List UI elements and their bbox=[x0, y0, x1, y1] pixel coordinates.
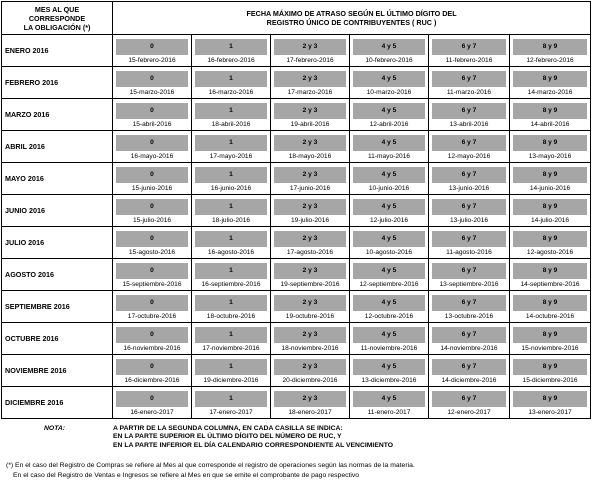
month-header-line: CORRESPONDE bbox=[28, 13, 86, 23]
due-date-cell bbox=[350, 291, 429, 323]
due-date-cell bbox=[510, 355, 591, 387]
ruc-digit: 6 y 7 bbox=[432, 199, 506, 215]
due-date: 10-junio-2016 bbox=[368, 185, 410, 192]
due-date-cell bbox=[510, 67, 591, 99]
due-date-cell bbox=[192, 259, 271, 291]
due-date-cell bbox=[510, 195, 591, 227]
ruc-digit: 4 y 5 bbox=[353, 359, 425, 375]
due-date-cell bbox=[192, 35, 271, 67]
month-label: MARZO 2016 bbox=[2, 99, 113, 131]
due-date: 15-junio-2016 bbox=[131, 185, 173, 192]
table-row bbox=[2, 67, 591, 99]
due-date: 13-mayo-2016 bbox=[528, 153, 572, 160]
due-date: 17-junio-2016 bbox=[289, 185, 331, 192]
due-date: 11-mayo-2016 bbox=[367, 153, 411, 160]
ruc-digit: 2 y 3 bbox=[274, 71, 346, 87]
due-date: 16-noviembre-2016 bbox=[123, 345, 181, 352]
due-date-cell bbox=[113, 163, 192, 195]
due-date: 15-diciembre-2016 bbox=[522, 377, 578, 384]
due-date-cell bbox=[510, 387, 591, 419]
ruc-digit: 2 y 3 bbox=[274, 231, 346, 247]
ruc-digit: 1 bbox=[195, 327, 267, 343]
ruc-digit: 8 y 9 bbox=[513, 263, 587, 279]
due-date-cell bbox=[271, 131, 350, 163]
ruc-digit: 6 y 7 bbox=[432, 167, 506, 183]
due-date: 12-enero-2017 bbox=[447, 409, 491, 416]
due-date-cell bbox=[350, 227, 429, 259]
nota-line: A PARTIR DE LA SEGUNDA COLUMNA, EN CADA CASILLA SE INDICA: bbox=[113, 425, 343, 432]
due-date-cell bbox=[192, 99, 271, 131]
due-date-cell bbox=[113, 259, 192, 291]
due-date-cell bbox=[510, 99, 591, 131]
due-date-cell bbox=[429, 259, 510, 291]
due-date: 20-diciembre-2016 bbox=[282, 377, 338, 384]
due-date-cell bbox=[510, 323, 591, 355]
ruc-digit: 0 bbox=[116, 39, 188, 55]
due-date: 19-abril-2016 bbox=[290, 121, 330, 128]
due-date: 18-enero-2017 bbox=[288, 409, 332, 416]
due-date-cell bbox=[429, 195, 510, 227]
ruc-digit: 2 y 3 bbox=[274, 167, 346, 183]
due-date: 17-marzo-2016 bbox=[287, 89, 333, 96]
nota-label: NOTA: bbox=[44, 425, 66, 432]
due-date: 15-marzo-2016 bbox=[129, 89, 175, 96]
due-date-cell bbox=[113, 99, 192, 131]
ruc-digit: 2 y 3 bbox=[274, 103, 346, 119]
due-date-table bbox=[1, 1, 591, 419]
due-date: 17-noviembre-2016 bbox=[202, 345, 260, 352]
due-date: 12-julio-2016 bbox=[369, 217, 409, 224]
ruc-digit: 8 y 9 bbox=[513, 327, 587, 343]
due-date: 18-julio-2016 bbox=[211, 217, 251, 224]
due-date-cell bbox=[510, 227, 591, 259]
ruc-digit: 1 bbox=[195, 199, 267, 215]
due-date-cell bbox=[192, 67, 271, 99]
due-date: 19-diciembre-2016 bbox=[203, 377, 259, 384]
due-date: 14-octubre-2016 bbox=[525, 313, 575, 320]
month-label: SEPTIEMBRE 2016 bbox=[2, 291, 113, 323]
ruc-digit: 8 y 9 bbox=[513, 231, 587, 247]
due-date: 17-febrero-2016 bbox=[286, 57, 334, 64]
ruc-digit: 6 y 7 bbox=[432, 135, 506, 151]
due-date: 15-septiembre-2016 bbox=[122, 281, 182, 288]
due-date: 12-agosto-2016 bbox=[526, 249, 574, 256]
due-date-cell bbox=[429, 323, 510, 355]
month-header-line: MES AL QUE bbox=[34, 4, 80, 14]
ruc-digit: 0 bbox=[116, 71, 188, 87]
due-date-cell bbox=[429, 227, 510, 259]
ruc-digit: 6 y 7 bbox=[432, 295, 506, 311]
due-date-cell bbox=[510, 163, 591, 195]
due-date: 13-junio-2016 bbox=[448, 185, 490, 192]
due-date: 11-marzo-2016 bbox=[446, 89, 492, 96]
ruc-digit: 4 y 5 bbox=[353, 327, 425, 343]
due-date: 16-septiembre-2016 bbox=[201, 281, 261, 288]
ruc-digit: 0 bbox=[116, 295, 188, 311]
due-date: 15-agosto-2016 bbox=[128, 249, 176, 256]
due-date-cell bbox=[429, 387, 510, 419]
due-date-cell bbox=[113, 131, 192, 163]
due-date-cell bbox=[271, 35, 350, 67]
table-row bbox=[2, 323, 591, 355]
due-date: 19-octubre-2016 bbox=[285, 313, 335, 320]
due-date: 14-septiembre-2016 bbox=[520, 281, 580, 288]
due-date-cell bbox=[429, 291, 510, 323]
ruc-digit: 4 y 5 bbox=[353, 199, 425, 215]
ruc-digit: 4 y 5 bbox=[353, 263, 425, 279]
ruc-digit: 1 bbox=[195, 135, 267, 151]
ruc-digit: 0 bbox=[116, 359, 188, 375]
ruc-digit: 4 y 5 bbox=[353, 135, 425, 151]
due-date-cell bbox=[350, 35, 429, 67]
ruc-digit: 0 bbox=[116, 167, 188, 183]
ruc-digit: 6 y 7 bbox=[432, 71, 506, 87]
ruc-digit: 1 bbox=[195, 359, 267, 375]
due-date: 13-abril-2016 bbox=[449, 121, 489, 128]
ruc-digit: 2 y 3 bbox=[274, 39, 346, 55]
table-body bbox=[2, 35, 591, 419]
due-date: 16-febrero-2016 bbox=[207, 57, 255, 64]
due-date-cell bbox=[192, 163, 271, 195]
ruc-digit: 6 y 7 bbox=[432, 103, 506, 119]
footnote-compras: (*) En el caso del Registro de Compras se refiere al Mes al que corresponde el registro de operaciones según las normas de la materia. bbox=[6, 462, 415, 469]
due-date: 14-diciembre-2016 bbox=[441, 377, 497, 384]
ruc-digit: 8 y 9 bbox=[513, 103, 587, 119]
ruc-digit: 2 y 3 bbox=[274, 263, 346, 279]
due-date: 15-abril-2016 bbox=[132, 121, 172, 128]
due-date-cell bbox=[350, 355, 429, 387]
due-date-cell bbox=[429, 163, 510, 195]
month-label: NOVIEMBRE 2016 bbox=[2, 355, 113, 387]
due-date: 14-julio-2016 bbox=[530, 217, 570, 224]
due-date: 16-diciembre-2016 bbox=[124, 377, 180, 384]
due-date-cell bbox=[113, 35, 192, 67]
due-date: 10-marzo-2016 bbox=[366, 89, 412, 96]
due-date-cell bbox=[192, 131, 271, 163]
ruc-digit: 1 bbox=[195, 103, 267, 119]
month-column-header bbox=[2, 2, 113, 35]
ruc-digit: 4 y 5 bbox=[353, 103, 425, 119]
due-date: 16-enero-2017 bbox=[130, 409, 174, 416]
due-date: 12-septiembre-2016 bbox=[359, 281, 419, 288]
ruc-digit: 2 y 3 bbox=[274, 135, 346, 151]
ruc-digit: 0 bbox=[116, 135, 188, 151]
due-date: 13-julio-2016 bbox=[449, 217, 489, 224]
due-date: 15-noviembre-2016 bbox=[521, 345, 579, 352]
due-date-cell bbox=[113, 195, 192, 227]
ruc-digit: 4 y 5 bbox=[353, 39, 425, 55]
due-date: 10-febrero-2016 bbox=[365, 57, 413, 64]
table-row bbox=[2, 99, 591, 131]
due-date: 13-septiembre-2016 bbox=[439, 281, 499, 288]
due-date-cell bbox=[271, 195, 350, 227]
due-date-cell bbox=[429, 35, 510, 67]
due-date: 11-noviembre-2016 bbox=[360, 345, 418, 352]
due-date-cell bbox=[429, 355, 510, 387]
ruc-digit: 6 y 7 bbox=[432, 391, 506, 407]
ruc-digit: 8 y 9 bbox=[513, 295, 587, 311]
due-date-cell bbox=[350, 323, 429, 355]
due-date-cell bbox=[192, 227, 271, 259]
month-label: JULIO 2016 bbox=[2, 227, 113, 259]
nota-line: EN LA PARTE INFERIOR EL DÍA CALENDARIO CORRESPONDIENTE AL VENCIMIENTO bbox=[113, 441, 394, 449]
due-date: 19-julio-2016 bbox=[290, 217, 330, 224]
due-date: 14-noviembre-2016 bbox=[440, 345, 498, 352]
due-date-cell bbox=[350, 67, 429, 99]
ruc-digit: 8 y 9 bbox=[513, 359, 587, 375]
ruc-digit: 1 bbox=[195, 167, 267, 183]
due-date: 16-marzo-2016 bbox=[208, 89, 254, 96]
ruc-digit: 0 bbox=[116, 391, 188, 407]
ruc-digit: 2 y 3 bbox=[274, 295, 346, 311]
due-date-cell bbox=[350, 387, 429, 419]
due-header-line: FECHA MÁXIMO DE ATRASO SEGÚN EL ÚLTIMO DÍGITO DEL bbox=[246, 9, 457, 18]
due-date-cell bbox=[271, 163, 350, 195]
due-date: 16-mayo-2016 bbox=[130, 153, 174, 160]
due-date-cell bbox=[192, 387, 271, 419]
table-row bbox=[2, 227, 591, 259]
due-date: 13-octubre-2016 bbox=[444, 313, 494, 320]
due-date: 13-enero-2017 bbox=[528, 409, 572, 416]
due-date-cell bbox=[510, 291, 591, 323]
month-label: ENERO 2016 bbox=[2, 35, 113, 67]
ruc-digit: 1 bbox=[195, 231, 267, 247]
due-header-line: REGISTRO ÚNICO DE CONTRIBUYENTES ( RUC ) bbox=[266, 18, 437, 27]
month-label: OCTUBRE 2016 bbox=[2, 323, 113, 355]
table-row bbox=[2, 291, 591, 323]
due-date-cell bbox=[271, 323, 350, 355]
table-row bbox=[2, 163, 591, 195]
due-date-cell bbox=[113, 291, 192, 323]
due-date-cell bbox=[350, 195, 429, 227]
ruc-digit: 6 y 7 bbox=[432, 39, 506, 55]
due-date: 15-febrero-2016 bbox=[128, 57, 176, 64]
due-date: 14-junio-2016 bbox=[529, 185, 571, 192]
due-date: 14-abril-2016 bbox=[530, 121, 570, 128]
table-row bbox=[2, 259, 591, 291]
month-label: ABRIL 2016 bbox=[2, 131, 113, 163]
footnote-ventas: En el caso del Registro de Ventas e Ingresos se refiere al Mes en que se emite el comprobante de pago respectivo bbox=[13, 472, 360, 479]
ruc-digit: 2 y 3 bbox=[274, 327, 346, 343]
due-date-cell bbox=[350, 131, 429, 163]
due-date-cell bbox=[271, 99, 350, 131]
due-date: 10-agosto-2016 bbox=[365, 249, 413, 256]
due-date: 16-agosto-2016 bbox=[207, 249, 255, 256]
ruc-digit: 1 bbox=[195, 391, 267, 407]
due-date-cell bbox=[429, 131, 510, 163]
due-date: 11-febrero-2016 bbox=[445, 57, 493, 64]
due-date: 17-enero-2017 bbox=[209, 409, 253, 416]
due-date: 17-mayo-2016 bbox=[209, 153, 253, 160]
due-date: 18-octubre-2016 bbox=[206, 313, 256, 320]
due-date-cell bbox=[192, 291, 271, 323]
ruc-digit: 2 y 3 bbox=[274, 359, 346, 375]
ruc-digit: 4 y 5 bbox=[353, 167, 425, 183]
ruc-digit: 1 bbox=[195, 71, 267, 87]
ruc-digit: 4 y 5 bbox=[353, 295, 425, 311]
ruc-digit: 4 y 5 bbox=[353, 391, 425, 407]
ruc-digit: 2 y 3 bbox=[274, 199, 346, 215]
nota-line: EN LA PARTE SUPERIOR EL ÚLTIMO DÍGITO DEL NÚMERO DE RUC, Y bbox=[113, 433, 342, 441]
month-label: FEBRERO 2016 bbox=[2, 67, 113, 99]
due-date: 12-octubre-2016 bbox=[364, 313, 414, 320]
due-date-cell bbox=[113, 387, 192, 419]
ruc-digit: 8 y 9 bbox=[513, 167, 587, 183]
ruc-digit: 0 bbox=[116, 199, 188, 215]
month-label: AGOSTO 2016 bbox=[2, 259, 113, 291]
due-date: 18-abril-2016 bbox=[211, 121, 251, 128]
ruc-digit: 8 y 9 bbox=[513, 135, 587, 151]
due-date: 18-noviembre-2016 bbox=[281, 345, 339, 352]
due-date-column-header bbox=[113, 2, 591, 35]
due-date-cell bbox=[192, 355, 271, 387]
due-date: 11-agosto-2016 bbox=[446, 249, 492, 256]
due-date-cell bbox=[271, 67, 350, 99]
due-date-cell bbox=[429, 99, 510, 131]
due-date-cell bbox=[510, 131, 591, 163]
ruc-digit: 1 bbox=[195, 39, 267, 55]
due-date: 12-febrero-2016 bbox=[526, 57, 574, 64]
table-row bbox=[2, 195, 591, 227]
due-date-cell bbox=[192, 195, 271, 227]
due-date-cell bbox=[271, 291, 350, 323]
month-label: DICIEMBRE 2016 bbox=[2, 387, 113, 419]
due-date-cell bbox=[510, 35, 591, 67]
due-date-cell bbox=[271, 227, 350, 259]
due-date: 15-julio-2016 bbox=[132, 217, 172, 224]
ruc-digit: 0 bbox=[116, 103, 188, 119]
ruc-digit: 8 y 9 bbox=[513, 71, 587, 87]
table-row bbox=[2, 35, 591, 67]
table-row bbox=[2, 355, 591, 387]
ruc-digit: 6 y 7 bbox=[432, 263, 506, 279]
month-header-line: LA OBLIGACIÓN (*) bbox=[23, 22, 91, 32]
ruc-digit: 1 bbox=[195, 295, 267, 311]
due-date-cell bbox=[271, 259, 350, 291]
due-date: 17-octubre-2016 bbox=[127, 313, 177, 320]
due-date: 13-diciembre-2016 bbox=[361, 377, 417, 384]
due-date-cell bbox=[192, 323, 271, 355]
due-date-cell bbox=[113, 67, 192, 99]
due-date-cell bbox=[510, 259, 591, 291]
due-date: 16-junio-2016 bbox=[210, 185, 252, 192]
ruc-digit: 0 bbox=[116, 327, 188, 343]
due-date-cell bbox=[271, 355, 350, 387]
due-date-cell bbox=[350, 259, 429, 291]
due-date: 17-agosto-2016 bbox=[286, 249, 334, 256]
ruc-digit: 8 y 9 bbox=[513, 391, 587, 407]
due-date: 11-enero-2017 bbox=[367, 409, 411, 416]
due-date: 12-mayo-2016 bbox=[447, 153, 491, 160]
due-date: 19-septiembre-2016 bbox=[280, 281, 340, 288]
ruc-digit: 0 bbox=[116, 231, 188, 247]
ruc-digit: 1 bbox=[195, 263, 267, 279]
due-date-cell bbox=[113, 323, 192, 355]
ruc-digit: 6 y 7 bbox=[432, 327, 506, 343]
ruc-digit: 8 y 9 bbox=[513, 199, 587, 215]
table-row bbox=[2, 387, 591, 419]
due-date: 14-marzo-2016 bbox=[527, 89, 573, 96]
due-date: 18-mayo-2016 bbox=[288, 153, 332, 160]
due-date-cell bbox=[271, 387, 350, 419]
ruc-digit: 6 y 7 bbox=[432, 359, 506, 375]
due-date: 12-abril-2016 bbox=[369, 121, 409, 128]
ruc-digit: 4 y 5 bbox=[353, 231, 425, 247]
ruc-digit: 2 y 3 bbox=[274, 391, 346, 407]
due-date-cell bbox=[113, 227, 192, 259]
month-label: JUNIO 2016 bbox=[2, 195, 113, 227]
due-date-cell bbox=[429, 67, 510, 99]
due-date-cell bbox=[113, 355, 192, 387]
due-date-cell bbox=[350, 163, 429, 195]
ruc-digit: 0 bbox=[116, 263, 188, 279]
table-row bbox=[2, 131, 591, 163]
ruc-digit: 8 y 9 bbox=[513, 39, 587, 55]
ruc-digit: 6 y 7 bbox=[432, 231, 506, 247]
nota-text bbox=[113, 425, 393, 450]
month-label: MAYO 2016 bbox=[2, 163, 113, 195]
ruc-digit: 4 y 5 bbox=[353, 71, 425, 87]
due-date-cell bbox=[350, 99, 429, 131]
